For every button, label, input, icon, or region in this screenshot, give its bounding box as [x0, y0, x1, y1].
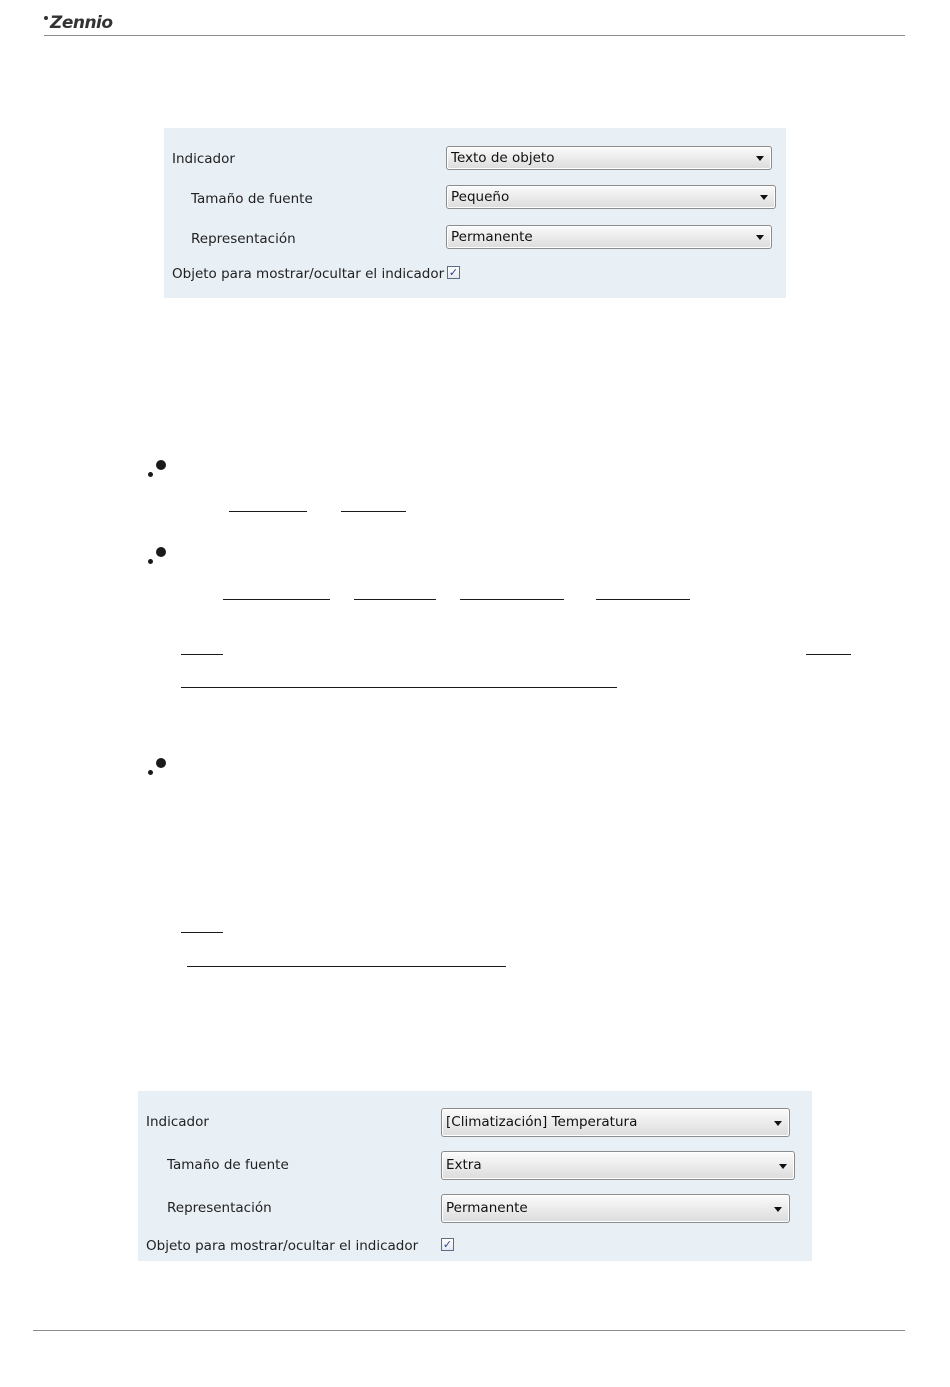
- underline-mark: [460, 599, 564, 600]
- logo-dot-icon: [44, 16, 48, 20]
- footer-rule: [33, 1330, 905, 1331]
- underline-mark: [181, 687, 617, 688]
- chevron-down-icon: [774, 1207, 782, 1212]
- tamano-fuente-label: Tamaño de fuente: [191, 191, 313, 207]
- chevron-down-icon: [756, 156, 764, 161]
- header-rule: [44, 35, 905, 36]
- objeto-mostrar-checkbox[interactable]: [447, 266, 460, 279]
- representacion-label: Representación: [167, 1200, 272, 1216]
- underline-mark: [229, 511, 307, 512]
- underline-mark: [181, 932, 223, 933]
- representacion-label: Representación: [191, 231, 296, 247]
- logo-text: Zennio: [50, 13, 113, 33]
- tamano-fuente-dropdown[interactable]: [446, 185, 776, 209]
- indicador-value: Texto de objeto: [451, 150, 555, 166]
- check-icon: ✓: [448, 266, 459, 279]
- chevron-down-icon: [774, 1121, 782, 1126]
- objeto-mostrar-checkbox[interactable]: [441, 1238, 454, 1251]
- underline-mark: [223, 599, 330, 600]
- chevron-down-icon: [760, 195, 768, 200]
- check-icon: ✓: [442, 1238, 453, 1251]
- objeto-mostrar-label: Objeto para mostrar/ocultar el indicador: [146, 1238, 419, 1254]
- underline-mark: [354, 599, 436, 600]
- indicador-label: Indicador: [146, 1114, 209, 1130]
- bullet-icon: [148, 460, 166, 478]
- tamano-fuente-label: Tamaño de fuente: [167, 1157, 289, 1173]
- indicador-value: [Climatización] Temperatura: [446, 1114, 638, 1130]
- representacion-dropdown[interactable]: [446, 225, 772, 249]
- tamano-fuente-dropdown[interactable]: [441, 1151, 795, 1180]
- bullet-icon: [148, 547, 166, 565]
- parameter-panel-2: [138, 1091, 812, 1261]
- zennio-logo: [44, 9, 113, 33]
- representacion-value: Permanente: [446, 1200, 528, 1216]
- underline-mark: [181, 654, 223, 655]
- underline-mark: [187, 966, 506, 967]
- underline-mark: [341, 511, 406, 512]
- parameter-panel-1: [164, 128, 786, 298]
- underline-mark: [596, 599, 690, 600]
- indicador-dropdown[interactable]: [441, 1108, 790, 1137]
- objeto-mostrar-label: Objeto para mostrar/ocultar el indicador: [172, 266, 445, 282]
- chevron-down-icon: [756, 235, 764, 240]
- representacion-dropdown[interactable]: [441, 1194, 790, 1223]
- indicador-dropdown[interactable]: [446, 146, 772, 170]
- representacion-value: Permanente: [451, 229, 533, 245]
- tamano-fuente-value: Pequeño: [451, 189, 510, 205]
- chevron-down-icon: [779, 1164, 787, 1169]
- bullet-icon: [148, 758, 166, 776]
- indicador-label: Indicador: [172, 151, 235, 167]
- underline-mark: [806, 654, 851, 655]
- tamano-fuente-value: Extra: [446, 1157, 482, 1173]
